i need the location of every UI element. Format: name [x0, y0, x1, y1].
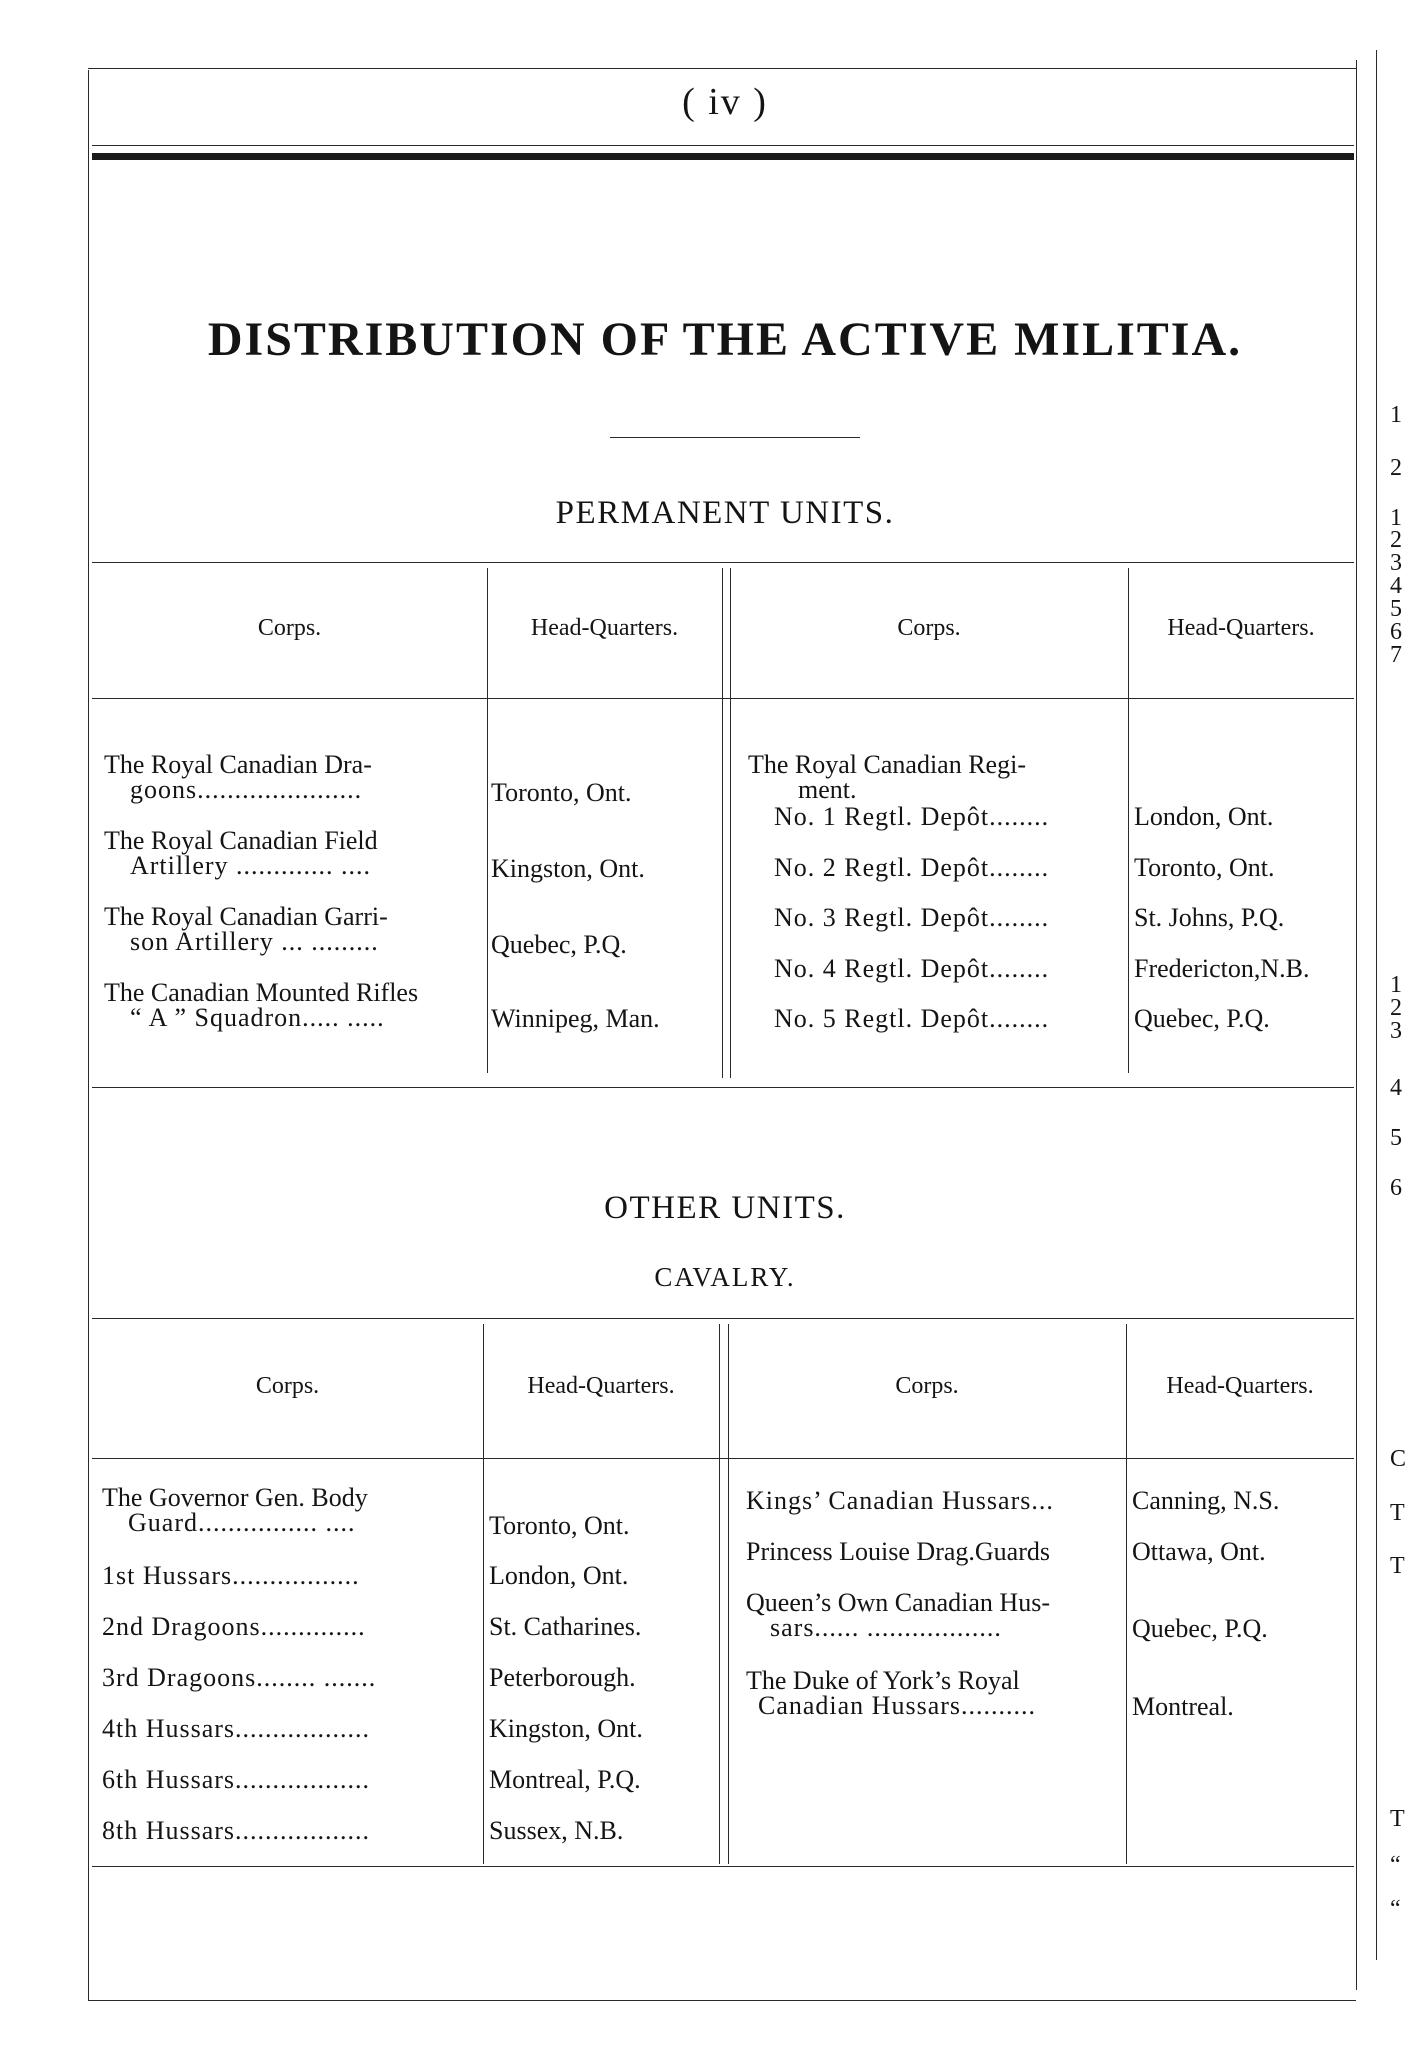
cavalry-right-entry: Queen’s Own Canadian Hus- sars...... ..................	[746, 1588, 1050, 1642]
permanent-table-top-rule	[92, 562, 1354, 563]
cavalry-right-hq: Montreal.	[1132, 1692, 1234, 1721]
adjacent-page-fragment: 1	[1390, 972, 1402, 998]
cavalry-col-corps-left: Corps.	[255, 1373, 320, 1399]
cavalry-heading: CAVALRY.	[654, 1262, 796, 1292]
permanent-right-hq: London, Ont.	[1134, 802, 1274, 831]
permanent-right-entry: No. 1 Regtl. Depôt........	[774, 802, 1050, 831]
cavalry-col-divider-2a	[719, 1324, 720, 1864]
adjacent-page-fragment: 1	[1390, 505, 1402, 531]
permanent-left-hq: Toronto, Ont.	[491, 778, 632, 807]
cavalry-left-hq: St. Catharines.	[489, 1612, 642, 1641]
cavalry-col-hq-left: Head-Quarters.	[527, 1373, 675, 1399]
cavalry-left-entry: The Governor Gen. Body Guard................ ....	[102, 1483, 368, 1537]
cavalry-col-divider-2b	[728, 1324, 729, 1864]
other-units-heading: OTHER UNITS.	[604, 1190, 846, 1226]
permanent-right-group: The Royal Canadian Regi- ment.	[748, 750, 1026, 804]
adjacent-page-fragment: 1	[1390, 402, 1402, 428]
cavalry-col-hq-right: Head-Quarters.	[1166, 1373, 1314, 1399]
cavalry-left-hq: Montreal, P.Q.	[489, 1765, 641, 1794]
adjacent-page-fragment: “	[1390, 1852, 1401, 1878]
adjacent-page-fragment: 6	[1390, 1175, 1402, 1201]
header-rule-thin	[92, 145, 1354, 146]
permanent-left-entry: The Royal Canadian Dra- goons......................	[104, 750, 372, 804]
title-divider	[610, 437, 860, 438]
cavalry-left-entry: 1st Hussars.................	[102, 1561, 360, 1590]
permanent-units-heading: PERMANENT UNITS.	[555, 495, 895, 531]
page-border-top	[88, 68, 1356, 69]
permanent-col-corps-right: Corps.	[897, 615, 961, 641]
permanent-left-entry: The Royal Canadian Field Artillery ............. ....	[104, 826, 378, 880]
adjacent-page-fragment: T	[1390, 1553, 1405, 1579]
permanent-col-corps-left: Corps.	[257, 615, 322, 641]
cavalry-right-entry: Kings’ Canadian Hussars...	[746, 1486, 1054, 1515]
page-border-left	[88, 70, 89, 2000]
permanent-col-hq-right: Head-Quarters.	[1167, 615, 1315, 641]
permanent-table-header-rule	[92, 698, 1354, 699]
cavalry-table-top-rule	[92, 1318, 1354, 1319]
cavalry-col-divider-1	[483, 1324, 484, 1864]
adjacent-page-fragment: 4	[1390, 1075, 1402, 1101]
cavalry-table-header-rule	[92, 1458, 1354, 1459]
adjacent-page-border	[1376, 50, 1377, 1960]
adjacent-page-fragment: C	[1390, 1446, 1407, 1472]
permanent-left-hq: Winnipeg, Man.	[491, 1004, 660, 1033]
cavalry-left-entry: 6th Hussars..................	[102, 1765, 371, 1794]
adjacent-page-fragment: 7	[1390, 642, 1402, 668]
page-number: ( iv )	[682, 81, 768, 123]
cavalry-left-hq: Kingston, Ont.	[489, 1714, 643, 1743]
cavalry-table-bottom-rule	[92, 1866, 1354, 1867]
adjacent-page-fragment: 3	[1390, 550, 1402, 576]
permanent-right-entry: No. 2 Regtl. Depôt........	[774, 853, 1050, 882]
cavalry-left-entry: 2nd Dragoons..............	[102, 1612, 366, 1641]
cavalry-left-hq: Toronto, Ont.	[489, 1511, 630, 1540]
permanent-table-bottom-rule	[92, 1087, 1354, 1088]
cavalry-left-entry: 3rd Dragoons........ .......	[102, 1663, 377, 1692]
adjacent-page-fragment: “	[1390, 1896, 1401, 1922]
adjacent-page-fragment: 5	[1390, 596, 1402, 622]
page-border-bottom	[88, 2000, 1356, 2001]
permanent-left-entry: The Canadian Mounted Rifles “ A ” Squadron..... .....	[104, 978, 419, 1032]
permanent-right-entry: No. 4 Regtl. Depôt........	[774, 954, 1050, 983]
cavalry-right-hq: Canning, N.S.	[1132, 1486, 1280, 1515]
cavalry-left-entry: 4th Hussars..................	[102, 1714, 371, 1743]
page-title: DISTRIBUTION OF THE ACTIVE MILITIA.	[207, 313, 1243, 366]
permanent-right-hq: St. Johns, P.Q.	[1134, 903, 1285, 932]
adjacent-page-fragment: T	[1390, 1806, 1405, 1832]
permanent-right-hq: Toronto, Ont.	[1134, 853, 1275, 882]
permanent-col-divider-2a	[722, 568, 723, 1078]
cavalry-left-hq: London, Ont.	[489, 1561, 629, 1590]
cavalry-left-hq: Peterborough.	[489, 1663, 636, 1692]
cavalry-col-divider-3	[1126, 1324, 1127, 1864]
permanent-left-hq: Kingston, Ont.	[491, 854, 645, 883]
adjacent-page-fragment: 2	[1390, 527, 1402, 553]
permanent-col-divider-3	[1128, 568, 1129, 1073]
adjacent-page-fragment: 2	[1390, 995, 1402, 1021]
cavalry-right-entry: The Duke of York’s Royal Canadian Hussars..........	[746, 1666, 1037, 1720]
permanent-left-entry: The Royal Canadian Garri- son Artillery ... .........	[104, 902, 388, 956]
cavalry-right-entry: Princess Louise Drag.Guards	[746, 1537, 1050, 1566]
permanent-col-hq-left: Head-Quarters.	[530, 615, 679, 641]
permanent-right-hq: Fredericton,N.B.	[1134, 954, 1310, 983]
permanent-right-entry: No. 3 Regtl. Depôt........	[774, 903, 1050, 932]
adjacent-page-fragment: 6	[1390, 619, 1402, 645]
cavalry-right-hq: Quebec, P.Q.	[1132, 1614, 1268, 1643]
adjacent-page-fragment: 2	[1390, 455, 1402, 481]
permanent-col-divider-2b	[730, 568, 731, 1078]
adjacent-page-fragment: T	[1390, 1500, 1405, 1526]
permanent-right-hq: Quebec, P.Q.	[1134, 1004, 1270, 1033]
cavalry-col-corps-right: Corps.	[895, 1373, 959, 1399]
adjacent-page-fragment: 5	[1390, 1125, 1402, 1151]
cavalry-left-entry: 8th Hussars..................	[102, 1816, 371, 1845]
permanent-right-entry: No. 5 Regtl. Depôt........	[774, 1004, 1050, 1033]
permanent-left-hq: Quebec, P.Q.	[491, 930, 627, 959]
header-rule-thick	[92, 153, 1354, 160]
adjacent-page-fragment: 3	[1390, 1018, 1402, 1044]
cavalry-right-hq: Ottawa, Ont.	[1132, 1537, 1266, 1566]
adjacent-page-fragment: 4	[1390, 573, 1402, 599]
cavalry-left-hq: Sussex, N.B.	[489, 1816, 624, 1845]
